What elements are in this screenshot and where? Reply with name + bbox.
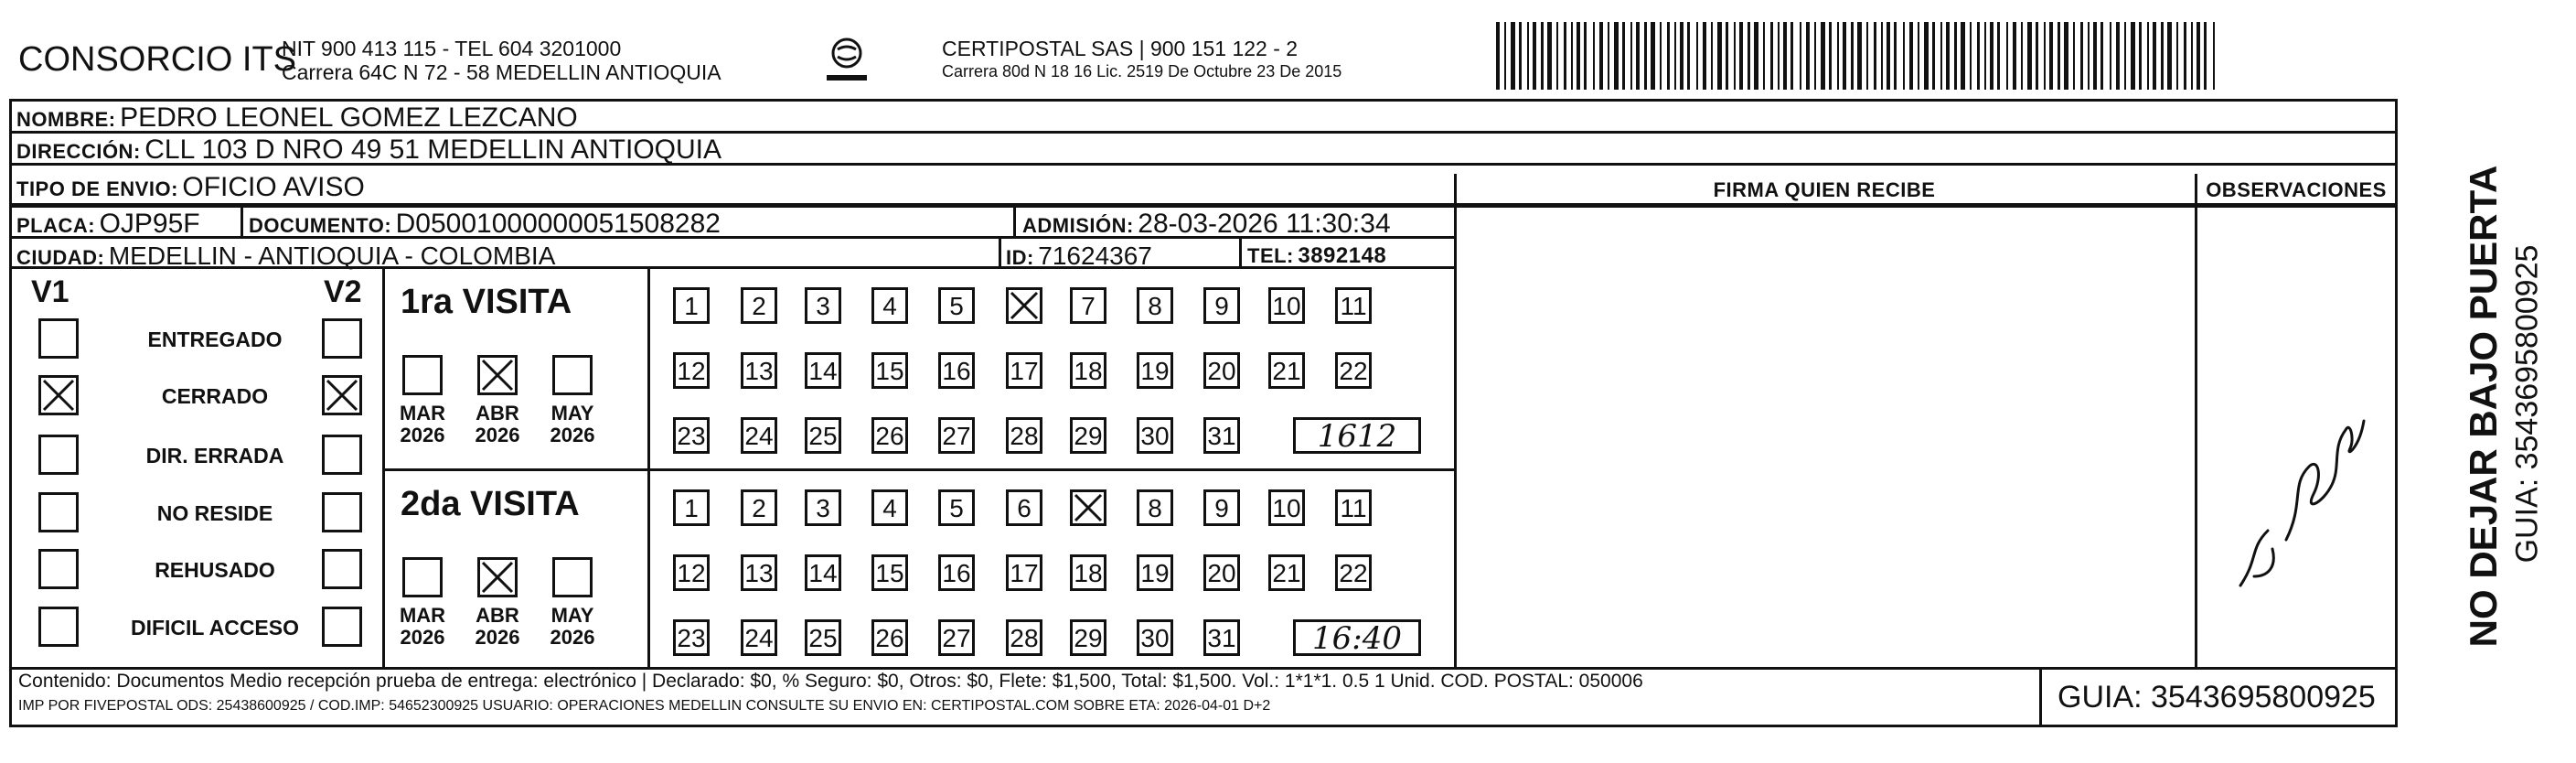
day-cell[interactable]: 31 — [1203, 619, 1240, 656]
day-cell[interactable]: 9 — [1203, 287, 1240, 324]
certipostal-address: Carrera 80d N 18 16 Lic. 2519 De Octubre 23 De 2015 — [942, 62, 1342, 81]
day-cell[interactable]: 7 — [1070, 287, 1106, 324]
status-label: NO RESIDE — [156, 501, 273, 525]
status-label: ENTREGADO — [147, 328, 283, 351]
month-label: ABR — [476, 604, 519, 627]
month-label: MAR — [399, 402, 446, 424]
ciudad-value: MEDELLIN - ANTIOQUIA - COLOMBIA — [108, 242, 556, 270]
certipostal-name: CERTIPOSTAL SAS | 900 151 122 - 2 — [942, 37, 1299, 60]
day-cell[interactable]: 16 — [938, 554, 975, 591]
day-cell[interactable]: 1 — [673, 489, 710, 526]
day-cell[interactable]: 1 — [673, 287, 710, 324]
day-cell[interactable]: 5 — [938, 489, 975, 526]
year-label: 2026 — [475, 424, 520, 446]
day-cell[interactable] — [1070, 489, 1106, 526]
v1-checkbox[interactable] — [38, 435, 79, 475]
company-name: CONSORCIO ITS — [18, 40, 297, 79]
barcode — [1496, 22, 2222, 90]
day-cell[interactable]: 14 — [805, 554, 841, 591]
v2-checkbox[interactable] — [322, 492, 362, 532]
day-cell[interactable]: 10 — [1268, 287, 1305, 324]
v2-checkbox[interactable] — [322, 549, 362, 589]
day-cell[interactable]: 23 — [673, 417, 710, 454]
day-cell[interactable]: 9 — [1203, 489, 1240, 526]
year-label: 2026 — [400, 424, 445, 446]
day-cell[interactable]: 22 — [1335, 352, 1372, 389]
v2-checkbox[interactable] — [322, 318, 362, 359]
day-cell[interactable]: 12 — [673, 352, 710, 389]
day-cell[interactable]: 24 — [741, 619, 777, 656]
documento-field — [249, 209, 721, 240]
placa-value: OJP95F — [99, 209, 200, 239]
day-cell[interactable]: 28 — [1006, 417, 1042, 454]
day-cell[interactable]: 15 — [871, 352, 908, 389]
month-checkbox[interactable] — [552, 355, 593, 395]
v1-checkbox[interactable] — [38, 549, 79, 589]
day-cell[interactable] — [1006, 287, 1042, 324]
day-cell[interactable]: 20 — [1203, 352, 1240, 389]
day-cell[interactable]: 31 — [1203, 417, 1240, 454]
direccion-value: CLL 103 D NRO 49 51 MEDELLIN ANTIOQUIA — [144, 134, 722, 165]
day-cell[interactable]: 21 — [1268, 352, 1305, 389]
nombre-label: NOMBRE: — [16, 108, 116, 131]
day-cell[interactable]: 29 — [1070, 619, 1106, 656]
visit-time-cell[interactable]: 16:40 — [1293, 619, 1421, 656]
day-cell[interactable]: 26 — [871, 417, 908, 454]
day-cell[interactable]: 11 — [1335, 287, 1372, 324]
day-cell[interactable]: 17 — [1006, 352, 1042, 389]
admision-value: 28-03-2026 11:30:34 — [1138, 209, 1391, 239]
day-cell[interactable]: 28 — [1006, 619, 1042, 656]
visit-time-cell[interactable]: 1612 — [1293, 417, 1421, 454]
month-label: MAY — [550, 402, 594, 424]
v2-checkbox[interactable] — [322, 607, 362, 647]
day-cell[interactable]: 19 — [1137, 352, 1173, 389]
day-cell[interactable]: 13 — [741, 554, 777, 591]
status-label: CERRADO — [161, 384, 269, 408]
documento-value: D05001000000051508282 — [395, 209, 721, 239]
nombre-value: PEDRO LEONEL GOMEZ LEZCANO — [120, 102, 578, 133]
month-checkbox[interactable] — [402, 355, 443, 395]
day-cell[interactable]: 10 — [1268, 489, 1305, 526]
day-cell[interactable]: 29 — [1070, 417, 1106, 454]
id-value: 71624367 — [1038, 242, 1152, 270]
day-cell[interactable]: 3 — [805, 489, 841, 526]
status-label: REHUSADO — [155, 558, 275, 582]
year-label: 2026 — [550, 424, 595, 446]
year-label: 2026 — [550, 626, 595, 649]
status-label: DIR. ERRADA — [145, 444, 284, 467]
recipient-signature — [2204, 366, 2387, 604]
v2-checkbox[interactable] — [322, 435, 362, 475]
month-checkbox[interactable] — [477, 557, 518, 597]
footer-contenido: Contenido: Documentos Medio recepción prueba de entrega: electrónico | Declarado: $0, % Seguro: $0, Otros: $0, Flete: $1,500, Total: $1,500. Vol.: 1*1*1. 0.5 1 Unid. COD. POSTAL: 050006 — [18, 671, 1643, 692]
month-checkbox[interactable] — [402, 557, 443, 597]
v2-label: V2 — [324, 274, 362, 309]
certipostal-logo — [819, 35, 874, 88]
side-guia-text: GUIA: 3543695800925 — [2509, 244, 2545, 564]
footer-guia: GUIA: 3543695800925 — [2058, 680, 2376, 715]
year-label: 2026 — [475, 626, 520, 649]
day-cell[interactable]: 26 — [871, 619, 908, 656]
direccion-label: DIRECCIÓN: — [16, 140, 141, 163]
day-cell[interactable]: 30 — [1137, 619, 1173, 656]
day-cell[interactable]: 15 — [871, 554, 908, 591]
ciudad-label: CIUDAD: — [16, 246, 105, 269]
day-cell[interactable]: 8 — [1137, 489, 1173, 526]
month-label: ABR — [476, 402, 519, 424]
tipo-row — [16, 172, 365, 203]
day-cell[interactable]: 11 — [1335, 489, 1372, 526]
tel-field — [1247, 243, 1386, 269]
firma-header: FIRMA QUIEN RECIBE — [1713, 178, 1936, 201]
day-cell[interactable]: 5 — [938, 287, 975, 324]
day-cell[interactable]: 30 — [1137, 417, 1173, 454]
day-cell[interactable]: 23 — [673, 619, 710, 656]
nombre-row — [16, 102, 578, 134]
day-cell[interactable]: 4 — [871, 489, 908, 526]
day-cell[interactable]: 20 — [1203, 554, 1240, 591]
month-label: MAY — [550, 604, 594, 627]
day-cell[interactable]: 16 — [938, 352, 975, 389]
month-checkbox[interactable] — [552, 557, 593, 597]
day-cell[interactable]: 27 — [938, 417, 975, 454]
day-cell[interactable]: 25 — [805, 417, 841, 454]
day-cell[interactable]: 8 — [1137, 287, 1173, 324]
company-nit: NIT 900 413 115 - TEL 604 3201000 — [282, 37, 622, 60]
tel-label: TEL: — [1247, 244, 1294, 267]
side-panel — [2401, 128, 2566, 648]
placa-field — [16, 209, 200, 240]
tipo-label: TIPO DE ENVIO: — [16, 177, 178, 200]
tipo-value: OFICIO AVISO — [182, 172, 365, 202]
day-cell[interactable]: 25 — [805, 619, 841, 656]
day-cell[interactable]: 24 — [741, 417, 777, 454]
company-address: Carrera 64C N 72 - 58 MEDELLIN ANTIOQUIA — [282, 60, 721, 84]
day-cell[interactable]: 18 — [1070, 352, 1106, 389]
year-label: 2026 — [400, 626, 445, 649]
v1-checkbox[interactable] — [38, 492, 79, 532]
v1-label: V1 — [31, 274, 69, 309]
visit-title: 1ra VISITA — [401, 283, 572, 321]
ciudad-field — [16, 242, 555, 271]
id-label: ID: — [1006, 246, 1034, 269]
documento-label: DOCUMENTO: — [249, 214, 392, 237]
day-cell[interactable]: 4 — [871, 287, 908, 324]
direccion-row — [16, 134, 721, 166]
day-cell[interactable]: 27 — [938, 619, 975, 656]
month-label: MAR — [399, 604, 446, 627]
day-cell[interactable]: 2 — [741, 489, 777, 526]
admision-label: ADMISIÓN: — [1022, 214, 1134, 237]
day-cell[interactable]: 12 — [673, 554, 710, 591]
v2-checkbox[interactable] — [322, 375, 362, 415]
day-cell[interactable]: 2 — [741, 287, 777, 324]
day-cell[interactable]: 6 — [1006, 489, 1042, 526]
tel-value: 3892148 — [1298, 243, 1387, 268]
month-checkbox[interactable] — [477, 355, 518, 395]
admision-field — [1022, 209, 1391, 240]
v1-checkbox[interactable] — [38, 607, 79, 647]
day-cell[interactable]: 14 — [805, 352, 841, 389]
day-cell[interactable]: 22 — [1335, 554, 1372, 591]
v1-checkbox[interactable] — [38, 318, 79, 359]
observaciones-header: OBSERVACIONES — [2206, 178, 2387, 201]
day-cell[interactable]: 19 — [1137, 554, 1173, 591]
side-main-text: NO DEJAR BAJO PUERTA — [2462, 165, 2505, 648]
day-cell[interactable]: 13 — [741, 352, 777, 389]
status-label: DIFICIL ACCESO — [130, 616, 299, 639]
day-cell[interactable]: 21 — [1268, 554, 1305, 591]
v1-checkbox[interactable] — [38, 375, 79, 415]
visit-title: 2da VISITA — [401, 485, 580, 523]
footer-imp: IMP POR FIVEPOSTAL ODS: 25438600925 / COD.IMP: 54652300925 USUARIO: OPERACIONES MEDELLIN CONSULTE SU ENVIO EN: CERTIPOSTAL.COM SOBRE ETA: 2026-04-01 D+2 — [18, 698, 1271, 714]
day-cell[interactable]: 3 — [805, 287, 841, 324]
id-field — [1006, 242, 1152, 271]
placa-label: PLACA: — [16, 214, 96, 237]
day-cell[interactable]: 17 — [1006, 554, 1042, 591]
day-cell[interactable]: 18 — [1070, 554, 1106, 591]
